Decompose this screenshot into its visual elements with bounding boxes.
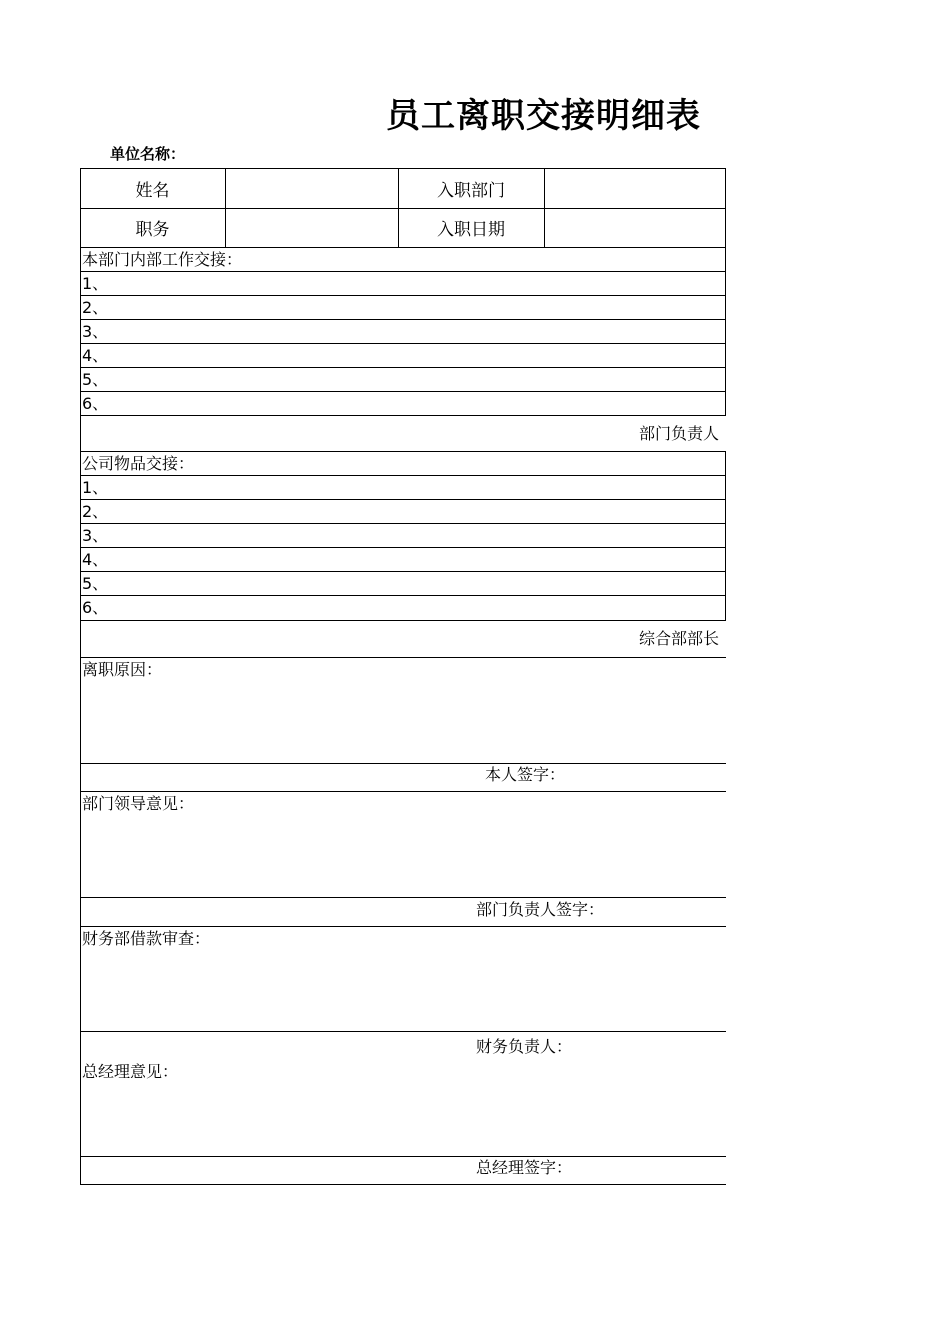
goods-item: 3、 — [82, 526, 109, 545]
name-label: 姓名 — [135, 180, 170, 201]
dept-head-signature-label: 部门负责人签字： — [476, 900, 605, 919]
hire-date-label: 入职日期 — [437, 220, 505, 240]
goods-handover-signature: 综合部部长 — [639, 629, 720, 648]
goods-item: 1、 — [82, 478, 109, 497]
work-item: 6、 — [82, 394, 109, 413]
hire-date-field[interactable] — [545, 208, 725, 247]
dept-opinion-header: 部门领导意见： — [82, 794, 195, 813]
leave-reason-header: 离职原因： — [82, 660, 163, 679]
gm-signature-label: 总经理签字： — [476, 1158, 573, 1177]
handover-form — [80, 168, 726, 1186]
department-label: 入职部门 — [437, 180, 505, 201]
department-field[interactable] — [545, 168, 725, 208]
work-handover-signature: 部门负责人 — [639, 424, 720, 443]
unit-name-label: 单位名称： — [110, 145, 186, 163]
finance-head-label: 财务负责人： — [476, 1037, 573, 1056]
goods-item: 2、 — [82, 502, 109, 521]
work-item: 1、 — [82, 274, 109, 293]
work-handover-header: 本部门内部工作交接： — [82, 250, 243, 269]
name-field[interactable] — [226, 168, 398, 208]
page-title: 员工离职交接明细表 — [386, 96, 701, 136]
finance-review-header: 财务部借款审查： — [82, 929, 211, 948]
employee-signature-label: 本人签字： — [485, 765, 566, 784]
goods-item: 5、 — [82, 574, 109, 593]
work-item: 5、 — [82, 370, 109, 389]
gm-opinion-header: 总经理意见： — [82, 1062, 179, 1081]
work-item: 4、 — [82, 346, 109, 365]
goods-item: 4、 — [82, 550, 109, 569]
goods-item: 6、 — [82, 598, 109, 617]
position-field[interactable] — [226, 208, 398, 247]
goods-handover-header: 公司物品交接： — [82, 454, 195, 473]
work-item: 2、 — [82, 298, 109, 317]
work-item: 3、 — [82, 322, 109, 341]
position-label: 职务 — [135, 220, 170, 240]
